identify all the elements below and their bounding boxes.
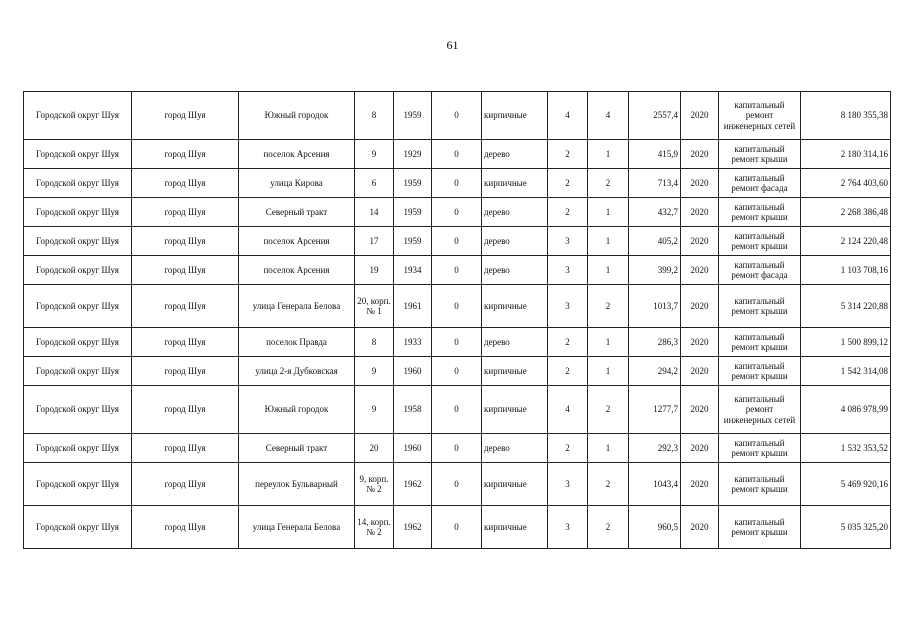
cell-zero-value: 0 <box>432 92 482 140</box>
cell-floors: 2 <box>548 357 588 386</box>
cell-entrances: 4 <box>588 92 629 140</box>
cell-year: 2020 <box>681 140 719 169</box>
cell-build-year: 1958 <box>394 386 432 434</box>
cell-cost: 2 764 403,60 <box>801 169 891 198</box>
cell-municipality: Городской округ Шуя <box>24 227 132 256</box>
cell-floors: 4 <box>548 92 588 140</box>
cell-zero-value: 0 <box>432 198 482 227</box>
cell-wall-material: дерево <box>482 434 548 463</box>
cell-area: 399,2 <box>629 256 681 285</box>
cell-work-type: капитальный ремонт крыши <box>719 198 801 227</box>
table-row <box>24 169 891 198</box>
cell-year: 2020 <box>681 434 719 463</box>
cell-entrances: 1 <box>588 434 629 463</box>
cell-work-type: капитальный ремонт фасада <box>719 169 801 198</box>
page-number: 61 <box>446 38 459 52</box>
cell-area: 1043,4 <box>629 463 681 506</box>
cell-settlement: город Шуя <box>132 506 239 549</box>
cell-year: 2020 <box>681 357 719 386</box>
cell-street: улица Генерала Белова <box>239 506 355 549</box>
cell-build-year: 1960 <box>394 434 432 463</box>
cell-zero-value: 0 <box>432 463 482 506</box>
table-row <box>24 285 891 328</box>
cell-cost: 1 542 314,08 <box>801 357 891 386</box>
cell-municipality: Городской округ Шуя <box>24 386 132 434</box>
cell-municipality: Городской округ Шуя <box>24 140 132 169</box>
cell-year: 2020 <box>681 285 719 328</box>
cell-house-number: 14, корп. № 2 <box>355 506 394 549</box>
cell-build-year: 1959 <box>394 227 432 256</box>
cell-municipality: Городской округ Шуя <box>24 328 132 357</box>
cell-work-type: капитальный ремонт крыши <box>719 434 801 463</box>
cell-area: 432,7 <box>629 198 681 227</box>
cell-street: улица Генерала Белова <box>239 285 355 328</box>
cell-municipality: Городской округ Шуя <box>24 434 132 463</box>
cell-settlement: город Шуя <box>132 463 239 506</box>
cell-house-number: 9, корп. № 2 <box>355 463 394 506</box>
cell-house-number: 14 <box>355 198 394 227</box>
cell-year: 2020 <box>681 256 719 285</box>
cell-settlement: город Шуя <box>132 285 239 328</box>
table-row <box>24 140 891 169</box>
cell-area: 405,2 <box>629 227 681 256</box>
cell-municipality: Городской округ Шуя <box>24 357 132 386</box>
cell-build-year: 1962 <box>394 506 432 549</box>
cell-zero-value: 0 <box>432 140 482 169</box>
cell-municipality: Городской округ Шуя <box>24 506 132 549</box>
cell-area: 1013,7 <box>629 285 681 328</box>
cell-settlement: город Шуя <box>132 92 239 140</box>
cell-zero-value: 0 <box>432 227 482 256</box>
cell-area: 415,9 <box>629 140 681 169</box>
cell-entrances: 2 <box>588 386 629 434</box>
cell-house-number: 8 <box>355 92 394 140</box>
cell-work-type: капитальный ремонт крыши <box>719 357 801 386</box>
cell-wall-material: кирпичные <box>482 506 548 549</box>
cell-settlement: город Шуя <box>132 169 239 198</box>
cell-municipality: Городской округ Шуя <box>24 198 132 227</box>
cell-settlement: город Шуя <box>132 386 239 434</box>
cell-cost: 8 180 355,38 <box>801 92 891 140</box>
cell-floors: 3 <box>548 506 588 549</box>
cell-house-number: 8 <box>355 328 394 357</box>
cell-settlement: город Шуя <box>132 140 239 169</box>
cell-floors: 3 <box>548 285 588 328</box>
table-row <box>24 198 891 227</box>
cell-build-year: 1934 <box>394 256 432 285</box>
cell-street: поселок Правда <box>239 328 355 357</box>
cell-year: 2020 <box>681 328 719 357</box>
cell-house-number: 9 <box>355 357 394 386</box>
cell-zero-value: 0 <box>432 285 482 328</box>
cell-street: переулок Бульварный <box>239 463 355 506</box>
cell-cost: 2 124 220,48 <box>801 227 891 256</box>
cell-area: 2557,4 <box>629 92 681 140</box>
cell-entrances: 2 <box>588 285 629 328</box>
cell-street: поселок Арсения <box>239 140 355 169</box>
cell-wall-material: кирпичные <box>482 285 548 328</box>
cell-settlement: город Шуя <box>132 357 239 386</box>
cell-cost: 5 469 920,16 <box>801 463 891 506</box>
cell-zero-value: 0 <box>432 256 482 285</box>
cell-build-year: 1961 <box>394 285 432 328</box>
cell-street: Северный тракт <box>239 434 355 463</box>
cell-area: 960,5 <box>629 506 681 549</box>
cell-house-number: 20, корп. № 1 <box>355 285 394 328</box>
cell-work-type: капитальный ремонт инженерных сетей <box>719 386 801 434</box>
cell-wall-material: дерево <box>482 198 548 227</box>
cell-cost: 2 268 386,48 <box>801 198 891 227</box>
table-row <box>24 386 891 434</box>
cell-street: Северный тракт <box>239 198 355 227</box>
cell-cost: 5 035 325,20 <box>801 506 891 549</box>
cell-year: 2020 <box>681 386 719 434</box>
cell-floors: 2 <box>548 198 588 227</box>
cell-area: 294,2 <box>629 357 681 386</box>
cell-settlement: город Шуя <box>132 256 239 285</box>
table-row <box>24 92 891 140</box>
cell-work-type: капитальный ремонт крыши <box>719 463 801 506</box>
cell-house-number: 19 <box>355 256 394 285</box>
cell-entrances: 1 <box>588 140 629 169</box>
cell-street: Южный городок <box>239 386 355 434</box>
cell-municipality: Городской округ Шуя <box>24 285 132 328</box>
cell-municipality: Городской округ Шуя <box>24 463 132 506</box>
cell-wall-material: дерево <box>482 256 548 285</box>
cell-street: поселок Арсения <box>239 227 355 256</box>
cell-zero-value: 0 <box>432 434 482 463</box>
cell-entrances: 1 <box>588 227 629 256</box>
cell-area: 1277,7 <box>629 386 681 434</box>
cell-wall-material: дерево <box>482 227 548 256</box>
cell-build-year: 1929 <box>394 140 432 169</box>
cell-wall-material: дерево <box>482 140 548 169</box>
cell-municipality: Городской округ Шуя <box>24 256 132 285</box>
cell-wall-material: кирпичные <box>482 463 548 506</box>
cell-floors: 2 <box>548 328 588 357</box>
cell-house-number: 9 <box>355 386 394 434</box>
cell-entrances: 2 <box>588 506 629 549</box>
cell-work-type: капитальный ремонт фасада <box>719 256 801 285</box>
cell-entrances: 1 <box>588 198 629 227</box>
cell-year: 2020 <box>681 463 719 506</box>
cell-year: 2020 <box>681 227 719 256</box>
cell-build-year: 1933 <box>394 328 432 357</box>
cell-build-year: 1960 <box>394 357 432 386</box>
cell-work-type: капитальный ремонт крыши <box>719 227 801 256</box>
cell-settlement: город Шуя <box>132 227 239 256</box>
cell-floors: 4 <box>548 386 588 434</box>
cell-entrances: 2 <box>588 463 629 506</box>
cell-build-year: 1959 <box>394 169 432 198</box>
cell-work-type: капитальный ремонт крыши <box>719 328 801 357</box>
cell-year: 2020 <box>681 92 719 140</box>
cell-area: 292,3 <box>629 434 681 463</box>
cell-zero-value: 0 <box>432 386 482 434</box>
cell-build-year: 1962 <box>394 463 432 506</box>
cell-entrances: 1 <box>588 256 629 285</box>
cell-year: 2020 <box>681 198 719 227</box>
cell-house-number: 9 <box>355 140 394 169</box>
cell-street: улица Кирова <box>239 169 355 198</box>
table-row <box>24 463 891 506</box>
cell-floors: 2 <box>548 169 588 198</box>
cell-work-type: капитальный ремонт инженерных сетей <box>719 92 801 140</box>
cell-entrances: 1 <box>588 328 629 357</box>
cell-wall-material: кирпичные <box>482 357 548 386</box>
cell-municipality: Городской округ Шуя <box>24 169 132 198</box>
cell-settlement: город Шуя <box>132 198 239 227</box>
table-row <box>24 256 891 285</box>
cell-entrances: 2 <box>588 169 629 198</box>
cell-street: Южный городок <box>239 92 355 140</box>
cell-floors: 2 <box>548 140 588 169</box>
table-row <box>24 434 891 463</box>
cell-zero-value: 0 <box>432 169 482 198</box>
cell-build-year: 1959 <box>394 92 432 140</box>
cell-zero-value: 0 <box>432 506 482 549</box>
cell-house-number: 20 <box>355 434 394 463</box>
cell-street: улица 2-я Дубковская <box>239 357 355 386</box>
table-row <box>24 227 891 256</box>
cell-build-year: 1959 <box>394 198 432 227</box>
cell-entrances: 1 <box>588 357 629 386</box>
cell-cost: 1 532 353,52 <box>801 434 891 463</box>
table-row <box>24 357 891 386</box>
cell-cost: 1 103 708,16 <box>801 256 891 285</box>
housing-repair-table <box>23 91 891 549</box>
cell-work-type: капитальный ремонт крыши <box>719 285 801 328</box>
cell-wall-material: кирпичные <box>482 169 548 198</box>
cell-zero-value: 0 <box>432 328 482 357</box>
cell-year: 2020 <box>681 506 719 549</box>
cell-area: 286,3 <box>629 328 681 357</box>
cell-wall-material: дерево <box>482 328 548 357</box>
cell-year: 2020 <box>681 169 719 198</box>
cell-municipality: Городской округ Шуя <box>24 92 132 140</box>
cell-house-number: 17 <box>355 227 394 256</box>
cell-floors: 3 <box>548 227 588 256</box>
cell-cost: 1 500 899,12 <box>801 328 891 357</box>
cell-floors: 3 <box>548 256 588 285</box>
cell-settlement: город Шуя <box>132 434 239 463</box>
cell-work-type: капитальный ремонт крыши <box>719 506 801 549</box>
table-row <box>24 506 891 549</box>
cell-cost: 5 314 220,88 <box>801 285 891 328</box>
cell-work-type: капитальный ремонт крыши <box>719 140 801 169</box>
cell-cost: 4 086 978,99 <box>801 386 891 434</box>
cell-zero-value: 0 <box>432 357 482 386</box>
cell-wall-material: кирпичные <box>482 386 548 434</box>
cell-cost: 2 180 314,16 <box>801 140 891 169</box>
cell-wall-material: кирпичные <box>482 92 548 140</box>
cell-area: 713,4 <box>629 169 681 198</box>
cell-settlement: город Шуя <box>132 328 239 357</box>
cell-floors: 3 <box>548 463 588 506</box>
cell-house-number: 6 <box>355 169 394 198</box>
table-row <box>24 328 891 357</box>
cell-street: поселок Арсения <box>239 256 355 285</box>
cell-floors: 2 <box>548 434 588 463</box>
